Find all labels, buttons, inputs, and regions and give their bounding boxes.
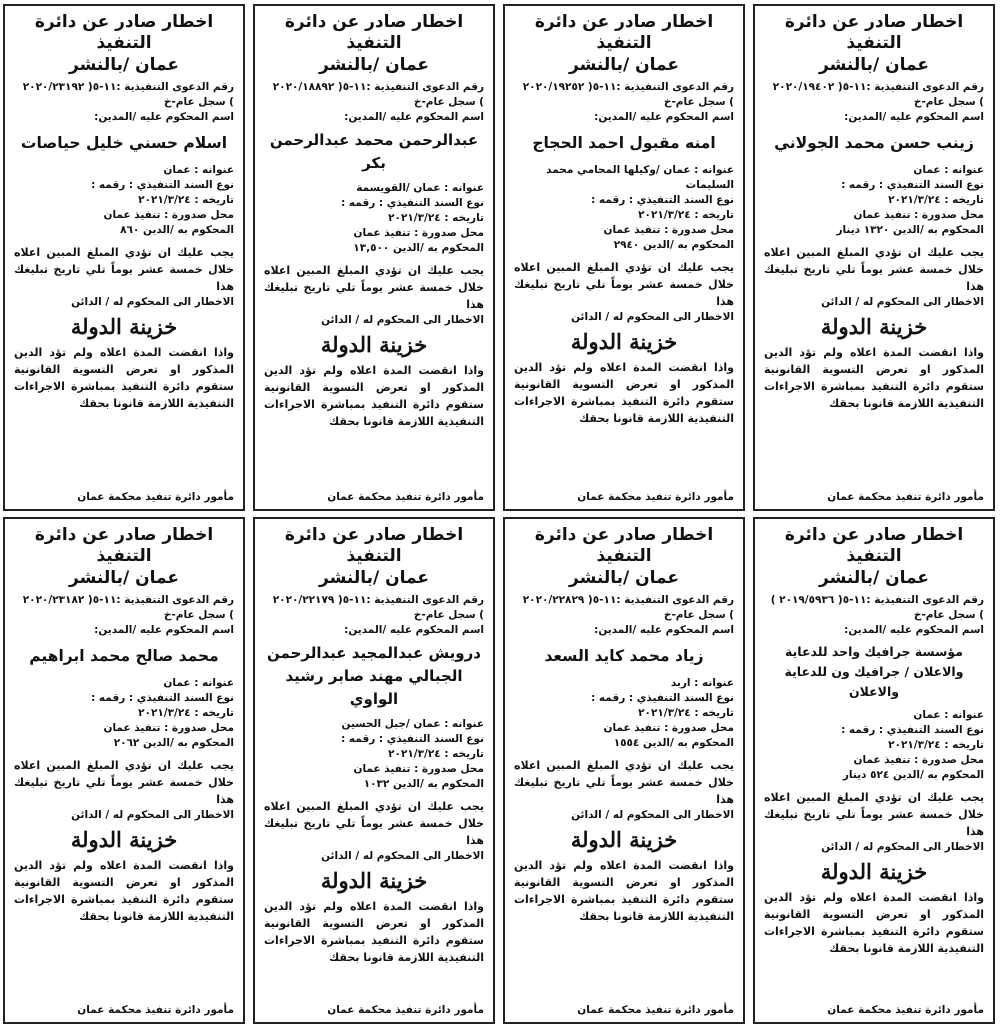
- doc-date: تاريخه : ٢٠٢١/٣/٢٤: [388, 212, 484, 224]
- warning-text: واذا انقضت المدة اعلاه ولم تؤد الدين المذكور او تعرض التسوية القانونية ستقوم دائرة التنفيذ بمباشرة الاجراءات التنفيذية اللازمة قانونا بحقك: [764, 346, 984, 410]
- creditor-name: خزينة الدولة: [70, 314, 178, 339]
- issue-place: محل صدورة : تنفيذ عمان: [603, 722, 734, 734]
- issue-place: محل صدورة : تنفيذ عمان: [353, 227, 484, 239]
- issue-place: محل صدورة : تنفيذ عمان: [103, 722, 234, 734]
- case-label: رقم الدعوى التنفيذية :: [616, 81, 734, 93]
- doc-type: نوع السند التنفيذي : رقمه :: [591, 692, 734, 704]
- debtor-name: محمد صالح محمد ابراهيم: [29, 647, 219, 665]
- record-type: ) سجل عام-خ: [663, 609, 734, 621]
- creditor-name: خزينة الدولة: [70, 827, 178, 852]
- creditor-name: خزينة الدولة: [320, 868, 428, 893]
- pay-text: يجب عليك ان تؤدي المبلغ المبين اعلاه خلال خمسة عشر يوماً تلي تاريخ تبليغك هذا: [514, 261, 734, 308]
- debtor-name: اسلام حسني خليل حياصات: [20, 134, 228, 152]
- notice-footer: مأمور دائرة تنفيذ محكمة عمان: [827, 491, 984, 503]
- warning-text: واذا انقضت المدة اعلاه ولم تؤد الدين المذكور او تعرض التسوية القانونية ستقوم دائرة التنفيذ بمباشرة الاجراءات التنفيذية اللازمة قانونا بحقك: [264, 364, 484, 428]
- amount: المحكوم به /الدين ٨٦٠: [120, 224, 234, 236]
- debtor-name: درويش عبدالمجيد عبدالرحمن الجبالي مهند صابر رشيد الواوي: [267, 644, 481, 708]
- notice-subtitle: عمان /بالنشر: [69, 568, 179, 588]
- creditor-name: خزينة الدولة: [570, 827, 678, 852]
- case-label: رقم الدعوى التنفيذية :: [116, 81, 234, 93]
- notice-subtitle: عمان /بالنشر: [819, 55, 929, 75]
- creditor-label: الاخطار الى المحكوم له / الدائن: [571, 311, 734, 323]
- notice-footer: مأمور دائرة تنفيذ محكمة عمان: [577, 491, 734, 503]
- warning-text: واذا انقضت المدة اعلاه ولم تؤد الدين المذكور او تعرض التسوية القانونية ستقوم دائرة التنفيذ بمباشرة الاجراءات التنفيذية اللازمة قانونا بحقك: [264, 900, 484, 964]
- amount: المحكوم به /الدين ١٥٥٤: [613, 737, 734, 749]
- issue-place: محل صدورة : تنفيذ عمان: [103, 209, 234, 221]
- record-type: ) سجل عام-خ: [913, 96, 984, 108]
- doc-date: تاريخه : ٢٠٢١/٣/٢٤: [138, 194, 234, 206]
- case-line: [14, 593, 234, 608]
- case-number: ١١-٥( ٢٠٢٠/١٩٤٠٢: [772, 81, 867, 93]
- doc-date: تاريخه : ٢٠٢١/٣/٢٤: [638, 209, 734, 221]
- notice-card: [3, 517, 245, 1024]
- doc-type: نوع السند التنفيذي : رقمه :: [341, 197, 484, 209]
- record-type: ) سجل عام-خ: [663, 96, 734, 108]
- case-number: ١١-٥( ٢٠٢٠/٢٣١٩٢: [22, 81, 117, 93]
- case-number: ١١-٥( ٢٠٢٠/١٩٢٥٢: [522, 81, 617, 93]
- doc-type: نوع السند التنفيذي : رقمه :: [341, 733, 484, 745]
- record-type: ) سجل عام-خ: [163, 96, 234, 108]
- debtor-label: اسم المحكوم عليه /المدين:: [94, 624, 234, 636]
- amount: المحكوم به /الدين ١٣,٥٠٠: [353, 242, 484, 254]
- notice-subtitle: عمان /بالنشر: [319, 568, 429, 588]
- notice-subtitle: عمان /بالنشر: [569, 568, 679, 588]
- address: عنوانه : عمان /جبل الحسين: [341, 718, 484, 730]
- amount: المحكوم به /الدين ٥٢٤ دينار: [842, 769, 984, 781]
- notice-title: اخطار صادر عن دائرة التنفيذ: [284, 525, 464, 566]
- notice-title: اخطار صادر عن دائرة التنفيذ: [534, 525, 714, 566]
- debtor-label: اسم المحكوم عليه /المدين:: [94, 111, 234, 123]
- doc-date: تاريخه : ٢٠٢١/٣/٢٤: [388, 748, 484, 760]
- warning-text: واذا انقضت المدة اعلاه ولم تؤد الدين المذكور او تعرض التسوية القانونية ستقوم دائرة التنفيذ بمباشرة الاجراءات التنفيذية اللازمة قانونا بحقك: [14, 346, 234, 410]
- notice-subtitle: عمان /بالنشر: [69, 55, 179, 75]
- address: عنوانه : اربد: [670, 677, 734, 689]
- notice-title: اخطار صادر عن دائرة التنفيذ: [34, 525, 214, 566]
- creditor-label: الاخطار الى المحكوم له / الدائن: [71, 296, 234, 308]
- warning-text: واذا انقضت المدة اعلاه ولم تؤد الدين المذكور او تعرض التسوية القانونية ستقوم دائرة التنفيذ بمباشرة الاجراءات التنفيذية اللازمة قانونا بحقك: [514, 859, 734, 923]
- notice-title: اخطار صادر عن دائرة التنفيذ: [784, 525, 964, 566]
- issue-place: محل صدورة : تنفيذ عمان: [853, 209, 984, 221]
- creditor-name: خزينة الدولة: [570, 329, 678, 354]
- notice-card: [253, 517, 495, 1024]
- notice-title: اخطار صادر عن دائرة التنفيذ: [284, 12, 464, 53]
- notice-card: [503, 517, 745, 1024]
- notice-card: [753, 4, 995, 511]
- notice-title: اخطار صادر عن دائرة التنفيذ: [534, 12, 714, 53]
- debtor-label: اسم المحكوم عليه /المدين:: [344, 111, 484, 123]
- debtor-name: زينب حسن محمد الجولاني: [774, 134, 974, 152]
- case-number: ١١-٥( ٢٠٢٠/٢٣١٨٢: [22, 594, 117, 606]
- case-number: ١١-٥( ٢٠٢٠/٢٢١٧٩: [272, 594, 367, 606]
- doc-type: نوع السند التنفيذي : رقمه :: [591, 194, 734, 206]
- notice-title: اخطار صادر عن دائرة التنفيذ: [784, 12, 964, 53]
- creditor-label: الاخطار الى المحكوم له / الدائن: [71, 809, 234, 821]
- case-line: [514, 593, 734, 608]
- doc-type: نوع السند التنفيذي : رقمه :: [91, 692, 234, 704]
- address: عنوانه : عمان: [163, 677, 234, 689]
- pay-text: يجب عليك ان تؤدي المبلغ المبين اعلاه خلال خمسة عشر يوماً تلي تاريخ تبليغك هذا: [514, 759, 734, 806]
- pay-text: يجب عليك ان تؤدي المبلغ المبين اعلاه خلال خمسة عشر يوماً تلي تاريخ تبليغك هذا: [14, 246, 234, 293]
- warning-text: واذا انقضت المدة اعلاه ولم تؤد الدين المذكور او تعرض التسوية القانونية ستقوم دائرة التنفيذ بمباشرة الاجراءات التنفيذية اللازمة قانونا بحقك: [14, 859, 234, 923]
- warning-text: واذا انقضت المدة اعلاه ولم تؤد الدين المذكور او تعرض التسوية القانونية ستقوم دائرة التنفيذ بمباشرة الاجراءات التنفيذية اللازمة قانونا بحقك: [764, 891, 984, 955]
- address: عنوانه : عمان /وكيلها المحامي محمد السليمات: [546, 164, 734, 191]
- debtor-name: زياد محمد كايد السعد: [544, 647, 704, 665]
- record-type: ) سجل عام-خ: [413, 609, 484, 621]
- address: عنوانه : عمان: [913, 709, 984, 721]
- address: عنوانه : عمان: [913, 164, 984, 176]
- debtor-label: اسم المحكوم عليه /المدين:: [844, 624, 984, 636]
- doc-date: تاريخه : ٢٠٢١/٣/٢٤: [888, 739, 984, 751]
- debtor-name: عبدالرحمن محمد عبدالرحمن بكر: [269, 131, 479, 172]
- case-label: رقم الدعوى التنفيذية :: [866, 594, 984, 606]
- creditor-name: خزينة الدولة: [320, 332, 428, 357]
- notice-card: [753, 517, 995, 1024]
- doc-date: تاريخه : ٢٠٢١/٣/٢٤: [138, 707, 234, 719]
- doc-type: نوع السند التنفيذي : رقمه :: [91, 179, 234, 191]
- case-number: ١١-٥( ٢٠١٩/٥٩٣٦ ): [770, 594, 867, 606]
- notice-title: اخطار صادر عن دائرة التنفيذ: [34, 12, 214, 53]
- creditor-name: خزينة الدولة: [820, 314, 928, 339]
- case-number: ١١-٥( ٢٠٢٠/١٨٨٩٢: [272, 81, 367, 93]
- doc-type: نوع السند التنفيذي : رقمه :: [841, 179, 984, 191]
- case-label: رقم الدعوى التنفيذية :: [866, 81, 984, 93]
- pay-text: يجب عليك ان تؤدي المبلغ المبين اعلاه خلال خمسة عشر يوماً تلي تاريخ تبليغك هذا: [264, 264, 484, 311]
- case-line: [264, 593, 484, 608]
- creditor-label: الاخطار الى المحكوم له / الدائن: [821, 296, 984, 308]
- warning-text: واذا انقضت المدة اعلاه ولم تؤد الدين المذكور او تعرض التسوية القانونية ستقوم دائرة التنفيذ بمباشرة الاجراءات التنفيذية اللازمة قانونا بحقك: [514, 361, 734, 425]
- notice-subtitle: عمان /بالنشر: [569, 55, 679, 75]
- notice-card: [3, 4, 245, 511]
- amount: المحكوم به /الدين ١٣٢٠ دينار: [836, 224, 984, 236]
- case-label: رقم الدعوى التنفيذية :: [116, 594, 234, 606]
- notice-card: [503, 4, 745, 511]
- address: عنوانه : عمان /القويسمة: [356, 182, 484, 194]
- case-line: [514, 80, 734, 95]
- case-number: ١١-٥( ٢٠٢٠/٢٢٨٢٩: [522, 594, 617, 606]
- case-line: [764, 80, 984, 95]
- case-line: [764, 593, 984, 608]
- notice-footer: مأمور دائرة تنفيذ محكمة عمان: [327, 1004, 484, 1016]
- notice-footer: مأمور دائرة تنفيذ محكمة عمان: [827, 1004, 984, 1016]
- case-label: رقم الدعوى التنفيذية :: [366, 81, 484, 93]
- amount: المحكوم به /الدين ٢٠٦٢: [113, 737, 234, 749]
- notice-footer: مأمور دائرة تنفيذ محكمة عمان: [77, 1004, 234, 1016]
- notice-footer: مأمور دائرة تنفيذ محكمة عمان: [577, 1004, 734, 1016]
- creditor-name: خزينة الدولة: [820, 859, 928, 884]
- issue-place: محل صدورة : تنفيذ عمان: [603, 224, 734, 236]
- record-type: ) سجل عام-خ: [413, 96, 484, 108]
- record-type: ) سجل عام-خ: [163, 609, 234, 621]
- case-line: [264, 80, 484, 95]
- creditor-label: الاخطار الى المحكوم له / الدائن: [571, 809, 734, 821]
- pay-text: يجب عليك ان تؤدي المبلغ المبين اعلاه خلال خمسة عشر يوماً تلي تاريخ تبليغك هذا: [764, 791, 984, 838]
- debtor-name: مؤسسة جرافيك واحد للدعاية والاعلان / جرافيك ون للدعاية والاعلان: [784, 644, 964, 699]
- notice-card: [253, 4, 495, 511]
- pay-text: يجب عليك ان تؤدي المبلغ المبين اعلاه خلال خمسة عشر يوماً تلي تاريخ تبليغك هذا: [14, 759, 234, 806]
- debtor-label: اسم المحكوم عليه /المدين:: [344, 624, 484, 636]
- notice-footer: مأمور دائرة تنفيذ محكمة عمان: [77, 491, 234, 503]
- notice-subtitle: عمان /بالنشر: [819, 568, 929, 588]
- creditor-label: الاخطار الى المحكوم له / الدائن: [821, 841, 984, 853]
- pay-text: يجب عليك ان تؤدي المبلغ المبين اعلاه خلال خمسة عشر يوماً تلي تاريخ تبليغك هذا: [264, 800, 484, 847]
- case-label: رقم الدعوى التنفيذية :: [616, 594, 734, 606]
- record-type: ) سجل عام-خ: [913, 609, 984, 621]
- creditor-label: الاخطار الى المحكوم له / الدائن: [321, 314, 484, 326]
- creditor-label: الاخطار الى المحكوم له / الدائن: [321, 850, 484, 862]
- issue-place: محل صدورة : تنفيذ عمان: [353, 763, 484, 775]
- doc-date: تاريخه : ٢٠٢١/٣/٢٤: [638, 707, 734, 719]
- debtor-label: اسم المحكوم عليه /المدين:: [844, 111, 984, 123]
- notice-footer: مأمور دائرة تنفيذ محكمة عمان: [327, 491, 484, 503]
- debtor-label: اسم المحكوم عليه /المدين:: [594, 111, 734, 123]
- case-label: رقم الدعوى التنفيذية :: [366, 594, 484, 606]
- issue-place: محل صدورة : تنفيذ عمان: [853, 754, 984, 766]
- amount: المحكوم به /الدين ١٠٣٢: [363, 778, 484, 790]
- debtor-name: امنه مقبول احمد الحجاج: [532, 134, 716, 152]
- pay-text: يجب عليك ان تؤدي المبلغ المبين اعلاه خلال خمسة عشر يوماً تلي تاريخ تبليغك هذا: [764, 246, 984, 293]
- debtor-label: اسم المحكوم عليه /المدين:: [594, 624, 734, 636]
- doc-type: نوع السند التنفيذي : رقمه :: [841, 724, 984, 736]
- case-line: [14, 80, 234, 95]
- doc-date: تاريخه : ٢٠٢١/٣/٢٤: [888, 194, 984, 206]
- notice-subtitle: عمان /بالنشر: [319, 55, 429, 75]
- amount: المحكوم به /الدين ٢٩٤٠: [613, 239, 734, 251]
- address: عنوانه : عمان: [163, 164, 234, 176]
